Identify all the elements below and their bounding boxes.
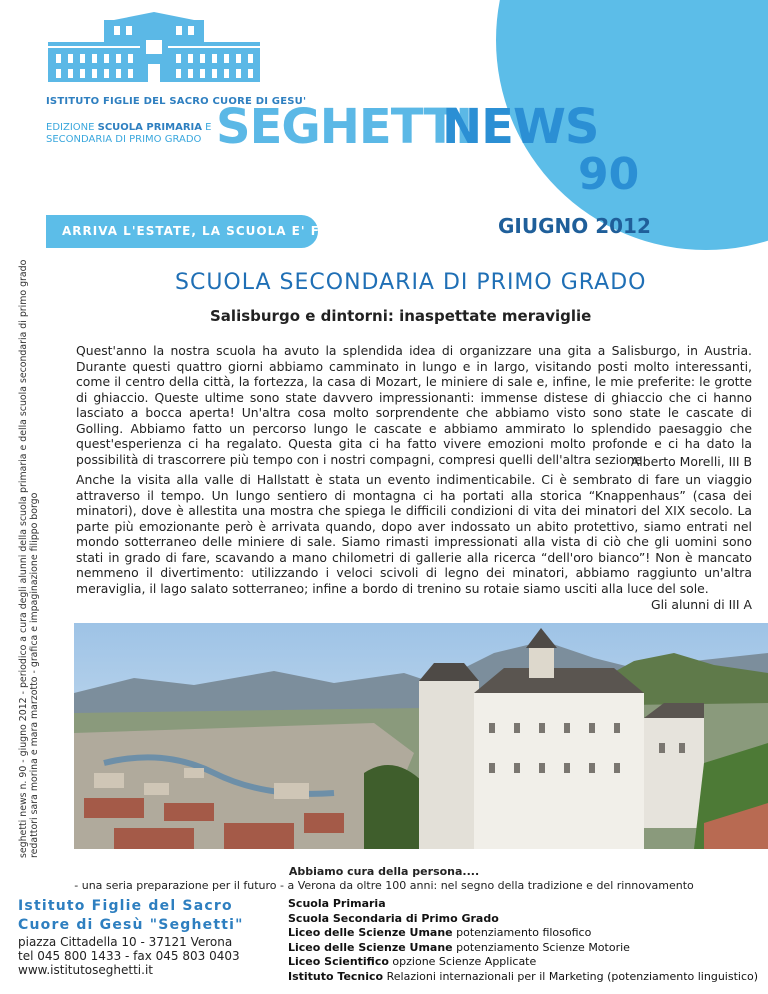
footer-phone: tel 045 800 1433 - fax 045 803 0403 bbox=[18, 949, 240, 963]
side-credits-line2: redattori sara morina e mara marzotto - grafica e impaginazione filippo borgo bbox=[29, 492, 40, 858]
school-item: Scuola Secondaria di Primo Grado bbox=[288, 911, 499, 925]
issue-month: GIUGNO 2012 bbox=[498, 214, 651, 238]
school-item: Liceo delle Scienze Umane potenziamento filosofico bbox=[288, 926, 592, 940]
footer-website[interactable]: www.istitutoseghetti.it bbox=[18, 963, 153, 977]
side-credits bbox=[18, 258, 40, 858]
article-signature-2: Gli alunni di III A bbox=[650, 597, 752, 612]
school-item: Liceo delle Scienze Umane potenziamento Scienze Motorie bbox=[288, 940, 630, 954]
footer-tagline: - una seria preparazione per il futuro - a Verona da oltre 100 anni: nel segno della tradizione e del rinnovamento bbox=[74, 879, 694, 892]
issue-number: 90 bbox=[578, 149, 640, 200]
salzburg-panorama-photo bbox=[74, 623, 768, 849]
footer-address: piazza Cittadella 10 - 37121 Verona bbox=[18, 935, 233, 949]
footer-contact bbox=[18, 935, 240, 977]
school-item: Scuola Primaria bbox=[288, 897, 386, 910]
institute-name: ISTITUTO FIGLIE DEL SACRO CUORE DI GESU' bbox=[46, 96, 307, 107]
school-item: Liceo Scientifico opzione Scienze Applicate bbox=[288, 955, 537, 969]
headline-banner bbox=[46, 215, 361, 248]
article-paragraph-2: Anche la visita alla valle di Hallstatt è stata un evento indimenticabile. Ci è sembrato di fare un viaggio attraverso il tempo. Un lungo sentiero di montagna ci ha portati alla storica “Knappenhaus” (casa dei minatori), dove è allestita una mostra che spiega le difficili condizioni di vita dei minatori del XIX secolo. La parte più emozionante però è arrivata quando, dopo aver indossato un abito protettivo, siamo entrati nel mondo sotterraneo delle miniere di sale. Siamo rimasti impressionati alla vista di ciò che gli uomini sono stati in grado di fare, scavando a mano chilometri di gallerie alla ricerca “dell'oro bianco”! Non è mancato nemmeno il divertimento: utilizzando i veloci scivoli di legno dei minatori, abbiamo raggiunto un'altra meraviglia, il lago salato sotterraneo; infine a bordo di trenino su rotaie siamo usciti alla luce del sole. bbox=[76, 472, 752, 596]
school-building-logo bbox=[44, 12, 264, 87]
footer-care-slogan: Abbiamo cura della persona.... bbox=[288, 865, 480, 878]
school-item: Istituto Tecnico Relazioni internazionali per il Marketing (potenziamento linguistico) bbox=[288, 969, 759, 983]
side-credits-line1: seghetti news n. 90 - giugno 2012 - periodico a cura degli alunni della scuola primaria e della scuola secondaria di primo grado bbox=[18, 259, 29, 858]
article-paragraph-1: Quest'anno la nostra scuola ha avuto la splendida idea di organizzare una gita a Salisburgo, in Austria. Durante questi quattro giorni abbiamo camminato in lungo e in largo, visitando posti molto interessanti, come il centro della città, la fortezza, la casa di Mozart, le miniere di sale e, infine, le mie preferite: le grotte di ghiaccio. Queste ultime sono state davvero impressionanti: immense distese di ghiaccio che ci hanno lasciato a bocca aperta! Un'altra cosa molto sorprendente che abbiamo visto sono state le cascate di Golling. Abbiamo fatto un percorso lungo le cascate e abbiamo ammirato lo splendido paesaggio che quest'esperienza ci ha regalato. Questa gita ci ha fatto vivere emozioni molto profonde e ci ha dato la possibilità di trascorrere più tempo con i nostri compagni, compresi quelli dell'altra sezione. bbox=[76, 343, 752, 467]
footer-institute-name: Istituto Figlie del Sacro Cuore di Gesù "Seghetti" bbox=[18, 898, 244, 933]
article-signature-1: Alberto Morelli, III B bbox=[630, 454, 752, 469]
section-title: SCUOLA SECONDARIA DI PRIMO GRADO bbox=[175, 270, 647, 295]
edition-label: EDIZIONE SCUOLA PRIMARIA E SECONDARIA DI PRIMO GRADO bbox=[46, 122, 212, 145]
article-subtitle: Salisburgo e dintorni: inaspettate meraviglie bbox=[210, 307, 592, 325]
newsletter-title-part1: SEGHETTI bbox=[216, 99, 473, 155]
footer-schools-list bbox=[288, 897, 758, 985]
newsletter-title-part2: NEWS bbox=[442, 99, 599, 155]
headline-banner-text: ARRIVA L'ESTATE, LA SCUOLA E' FINITA bbox=[62, 224, 361, 238]
